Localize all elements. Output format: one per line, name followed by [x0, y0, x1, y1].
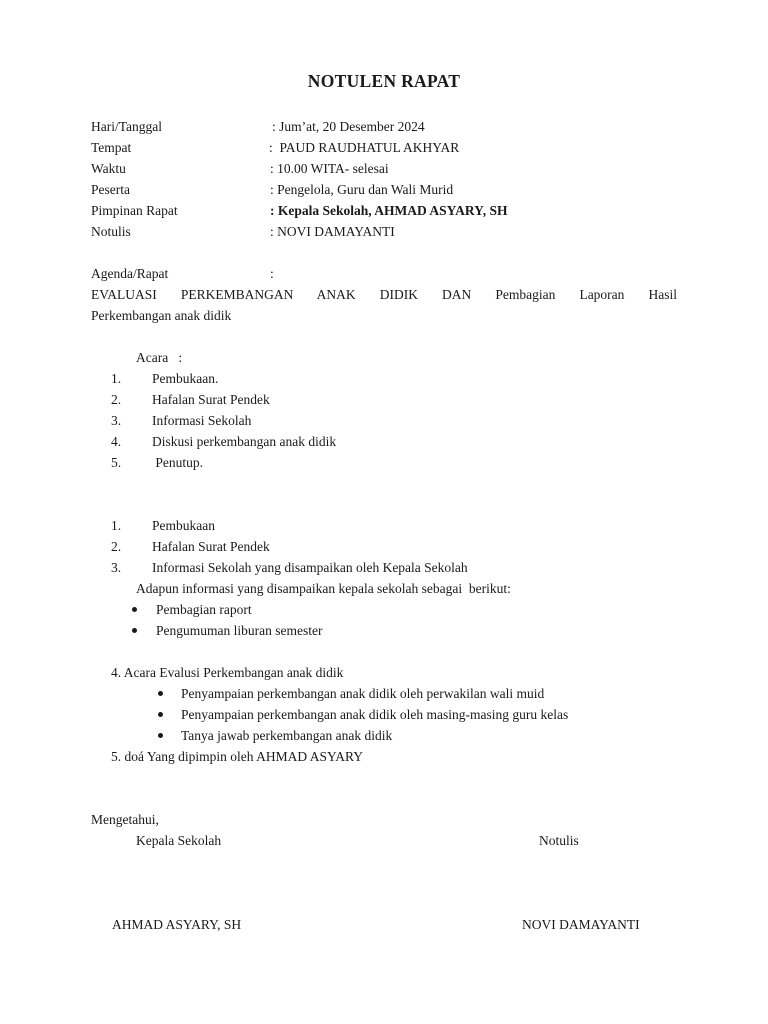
evaluation-bullet-text: Penyampaian perkembangan anak didik oleh perwakilan wali muid	[181, 686, 545, 701]
acara-item-number: 1.	[111, 371, 122, 386]
acara-item-text: Hafalan Surat Pendek	[152, 392, 270, 407]
mengetahui-label: Mengetahui,	[91, 812, 159, 827]
info-label-waktu: Waktu	[91, 161, 126, 176]
bullet-icon	[158, 733, 163, 738]
proceedings-item-text: Hafalan Surat Pendek	[152, 539, 270, 554]
signature-name-right: NOVI DAMAYANTI	[522, 917, 640, 932]
signature-role-left: Kepala Sekolah	[136, 833, 222, 848]
info-label-tempat: Tempat	[91, 140, 132, 155]
acara-item-text: Penutup.	[152, 455, 204, 470]
info-label-hari-tanggal: Hari/Tanggal	[91, 119, 163, 134]
acara-item-text: Informasi Sekolah	[152, 413, 252, 428]
proceedings-item-4: 4. Acara Evalusi Perkembangan anak didik	[111, 665, 344, 680]
document-title: NOTULEN RAPAT	[307, 71, 461, 91]
agenda-colon: :	[270, 266, 274, 281]
info-value-hari-tanggal: : Jum’at, 20 Desember 2024	[272, 119, 425, 134]
info-value-peserta: : Pengelola, Guru dan Wali Murid	[270, 182, 454, 197]
acara-item-number: 2.	[111, 392, 122, 407]
info-value-pimpinan: : Kepala Sekolah, AHMAD ASYARY, SH	[270, 203, 508, 218]
acara-heading: Acara :	[136, 350, 183, 365]
bullet-icon	[132, 628, 137, 633]
bullet-icon	[158, 691, 163, 696]
proceedings-item-number: 3.	[111, 560, 122, 575]
proceedings-item-text: Informasi Sekolah yang disampaikan oleh Kepala Sekolah	[152, 560, 468, 575]
info-value-notulis: : NOVI DAMAYANTI	[270, 224, 395, 239]
info-value-waktu: : 10.00 WITA- selesai	[270, 161, 389, 176]
acara-item-text: Pembukaan.	[152, 371, 219, 386]
proceedings-item-5: 5. doá Yang dipimpin oleh AHMAD ASYARY	[111, 749, 364, 764]
info-intro-text: Adapun informasi yang disampaikan kepala sekolah sebagai berikut:	[136, 581, 511, 596]
evaluation-bullet-text: Penyampaian perkembangan anak didik oleh masing-masing guru kelas	[181, 707, 569, 722]
acara-item-number: 3.	[111, 413, 122, 428]
proceedings-item-number: 2.	[111, 539, 122, 554]
bullet-icon	[158, 712, 163, 717]
info-label-peserta: Peserta	[91, 182, 130, 197]
bullet-icon	[132, 607, 137, 612]
info-label-pimpinan: Pimpinan Rapat	[91, 203, 178, 218]
proceedings-item-number: 1.	[111, 518, 122, 533]
agenda-text-line2: Perkembangan anak didik	[91, 308, 232, 323]
info-value-tempat: : PAUD RAUDHATUL AKHYAR	[269, 140, 460, 155]
agenda-label: Agenda/Rapat	[91, 266, 169, 281]
info-bullet-text: Pengumuman liburan semester	[156, 623, 323, 638]
info-bullet-text: Pembagian raport	[156, 602, 252, 617]
acara-item-number: 5.	[111, 455, 122, 470]
acara-item-text: Diskusi perkembangan anak didik	[152, 434, 337, 449]
acara-item-number: 4.	[111, 434, 122, 449]
signature-role-right: Notulis	[539, 833, 579, 848]
proceedings-item-text: Pembukaan	[152, 518, 215, 533]
agenda-text-line1: EVALUASI PERKEMBANGAN ANAK DIDIK DAN Pembagian Laporan Hasil	[91, 287, 677, 302]
evaluation-bullet-text: Tanya jawab perkembangan anak didik	[181, 728, 393, 743]
signature-name-left: AHMAD ASYARY, SH	[112, 917, 242, 932]
info-label-notulis: Notulis	[91, 224, 131, 239]
